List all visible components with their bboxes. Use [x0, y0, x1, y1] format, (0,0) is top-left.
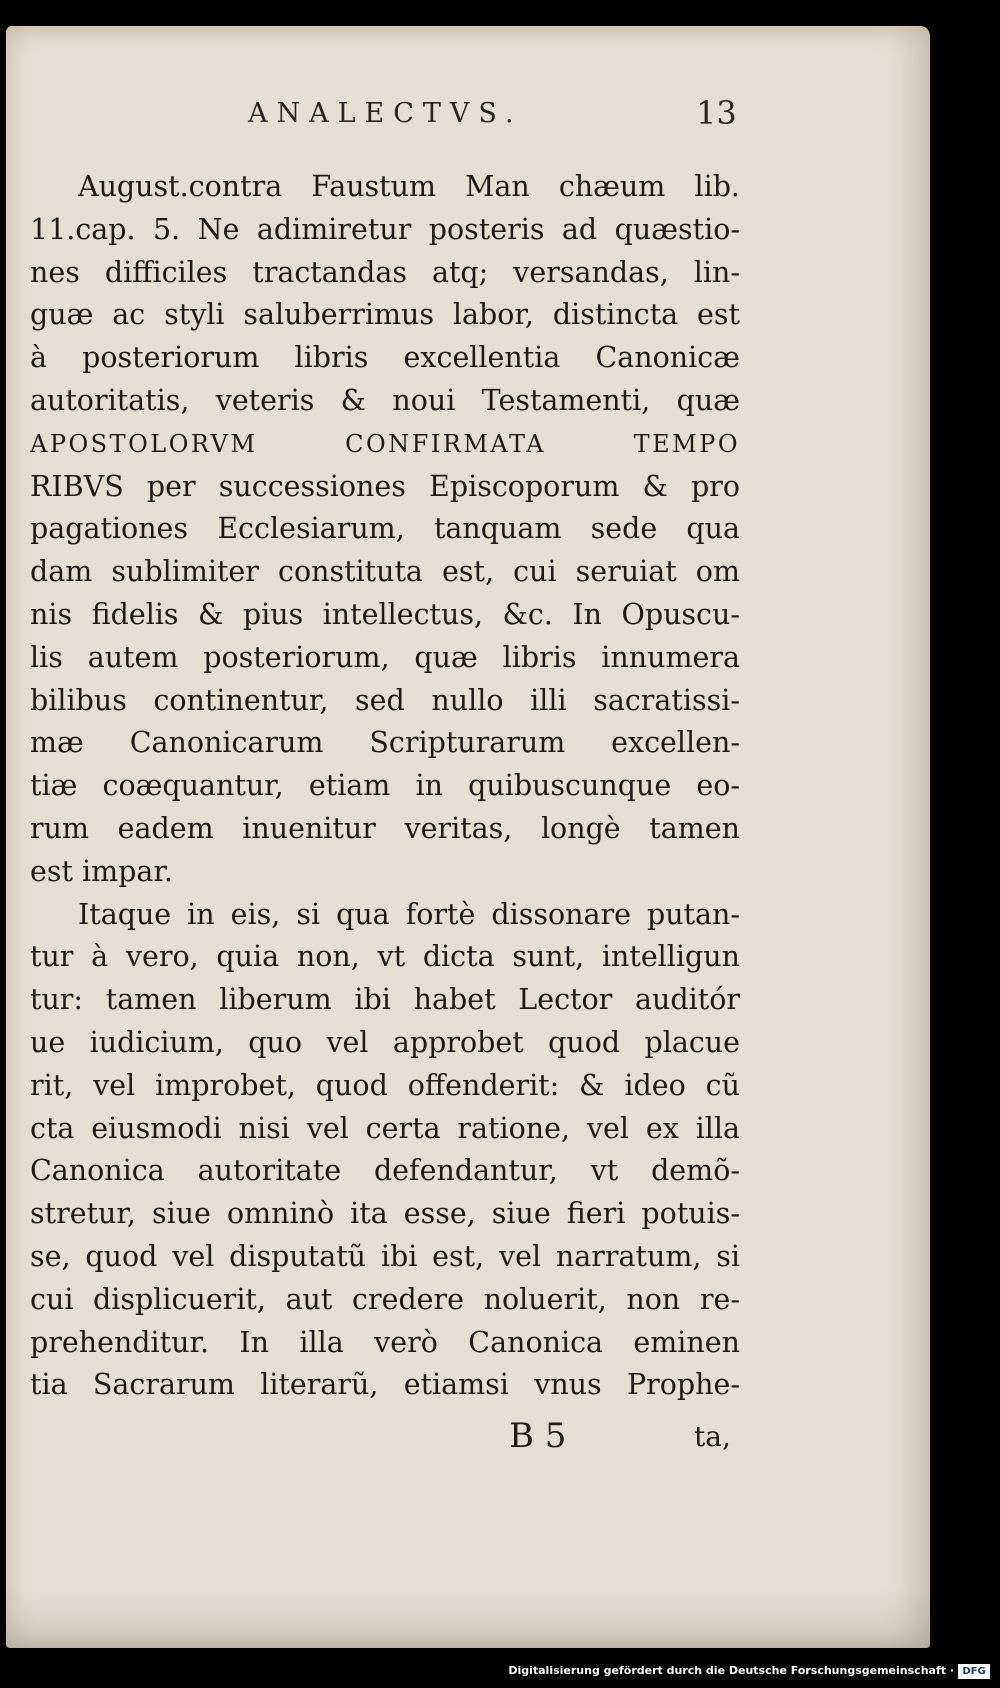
signature-mark: B 5 [509, 1416, 567, 1456]
text-line: Canonica autoritate defendantur, vt demõ- [30, 1154, 740, 1188]
text-line: ue iudicium, quo vel approbet quod placue [30, 1025, 740, 1059]
text-line: rit, vel improbet, quod offenderit: & ideo cũ [30, 1068, 740, 1102]
page-number: 13 [696, 94, 737, 132]
text-line: tia Sacrarum literarũ, etiamsi vnus Prophe- [30, 1368, 740, 1402]
text-line: APOSTOLORVM CONFIRMATA TEMPO [30, 429, 740, 458]
dfg-logo-icon: DFG [958, 1664, 990, 1679]
text-line: August.contra Faustum Man chæum lib. [78, 170, 740, 203]
credit-text: Digitalisierung gefördert durch die Deutsche Forschungsgemeinschaft · [508, 1664, 954, 1677]
text-line: nes difficiles tractandas atq; versandas, lin- [30, 255, 740, 289]
digitization-credit [0, 1661, 996, 1683]
text-line: se, quod vel disputatũ ibi est, vel narratum, si [30, 1239, 740, 1273]
text-line: 11.cap. 5. Ne adimiretur posteris ad quæstio- [30, 212, 740, 246]
text-line: tiæ coæquantur, etiam in quibuscunque eo- [30, 769, 740, 803]
text-line: lis autem posteriorum, quæ libris innumera [30, 640, 740, 674]
text-line: stretur, siue omninò ita esse, siue fieri potuis- [30, 1197, 740, 1231]
running-head [6, 94, 930, 146]
text-line: Itaque in eis, si qua fortè dissonare putan- [78, 897, 740, 931]
text-line: nis fidelis & pius intellectus, &c. In Opuscu- [30, 597, 740, 631]
book-page [6, 26, 930, 1648]
text-line: à posteriorum libris excellentia Canonicæ [30, 341, 740, 375]
catchword: ta, [694, 1420, 731, 1453]
text-line: prehenditur. In illa verò Canonica eminen [30, 1325, 740, 1359]
text-line: RIBVS per successiones Episcoporum & pro [30, 469, 740, 503]
text-line: est impar. [30, 854, 173, 888]
text-line: tur à vero, quia non, vt dicta sunt, intelligun [30, 940, 740, 974]
text-line: guæ ac styli saluberrimus labor, distincta est [30, 298, 740, 332]
text-line: cta eiusmodi nisi vel certa ratione, vel ex illa [30, 1111, 740, 1145]
text-line: bilibus continentur, sed nullo illi sacratissi- [30, 683, 740, 717]
text-line: autoritatis, veteris & noui Testamenti, quæ [30, 383, 740, 417]
running-head-title: ANALECTVS. [248, 98, 523, 129]
text-line: dam sublimiter constituta est, cui seruiat om [30, 555, 740, 589]
text-line: cui displicuerit, aut credere noluerit, non re- [30, 1282, 740, 1316]
text-line: mæ Canonicarum Scripturarum excellen- [30, 726, 740, 760]
text-line: rum eadem inuenitur veritas, longè tamen [30, 811, 740, 845]
body-text [30, 166, 740, 1407]
text-line: pagationes Ecclesiarum, tanquam sede qua [30, 512, 740, 546]
page-footer [6, 1416, 930, 1466]
text-line: tur: tamen liberum ibi habet Lector auditór [30, 983, 740, 1017]
